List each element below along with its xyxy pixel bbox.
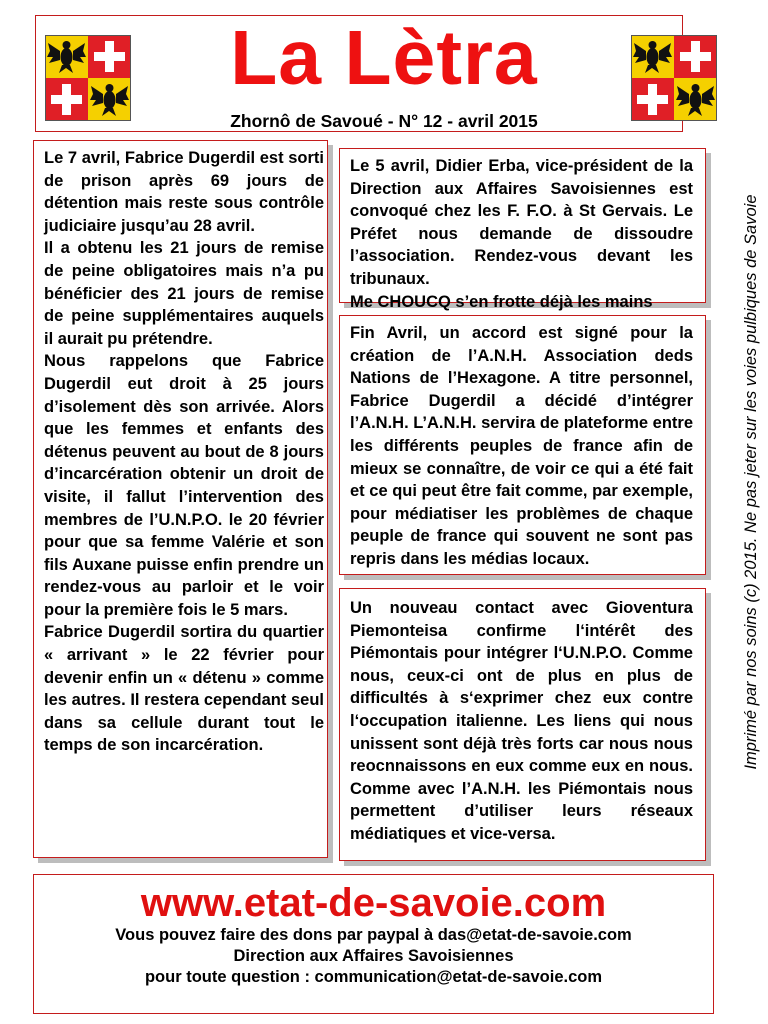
- website-link[interactable]: www.etat-de-savoie.com: [140, 881, 607, 925]
- donation-line: Vous pouvez faire des dons par paypal à das@etat-de-savoie.com: [115, 926, 632, 944]
- left-article-paragraph-4: Fabrice Dugerdil sortira du quartier « arrivant » le 22 février pour devenir enfin un « détenu » comme les autres. Il restera cependant seul dans sa cellule durant tout le temps de son incarcération.: [44, 623, 324, 755]
- prefecture-article-text: Le 5 avril, Didier Erba, vice-président de la Direction aux Affaires Savoisiennes est convoqué chez les F. F.O. à St Gervais. Le Préfet nous demande de dissoudre l’association. Rendez-vous devant les tribunaux.: [350, 157, 693, 288]
- prefecture-article-box: [339, 148, 706, 311]
- anh-article-text: Fin Avril, un accord est signé pour la création de l’A.N.H. Association deds Nations de l’Hexagone. A titre personnel, Fabrice Dugerdil a décidé d’intégrer l’A.N.H. L’A.N.H. servira de plateforme entre les différents peuples de france afin de mieux se connaître, de voir ce qui a été fait et ce qui peut être fait comme, par exemple, pour médiatiser les problèmes de chaque peuple de france qui souvent ne sont pas repris dans les médias locaux.: [350, 324, 693, 568]
- organization-line: Direction aux Affaires Savoisiennes: [233, 947, 514, 965]
- masthead-title: La Lètra: [230, 15, 538, 101]
- anh-article-box: [339, 315, 706, 575]
- prefecture-article-closing: Me CHOUCQ s’en frotte déjà les mains: [350, 292, 653, 311]
- left-article-box: [33, 140, 328, 858]
- issue-subtitle: Zhornô de Savoué - N° 12 - avril 2015: [230, 111, 538, 131]
- piedmont-article-text: Un nouveau contact avec Gioventura Piemonteisa confirme l‘intérêt des Piémontais pour intégrer l‘U.N.P.O. Comme nous, ceux-ci ont de plus en plus de difficultés à s‘exprimer chez eux contre l‘occupation italienne. Les liens qui nous unissent sont déjà très forts car nous nous reocnnaissons en eux comme eux en nous. Comme avec l’A.N.H. les Piémontais nous permettent d’utiliser leurs réseaux médiatiques et vice-versa.: [350, 599, 693, 843]
- left-article-paragraph-2: Il a obtenu les 21 jours de remise de peine obligatoires mais n’a pu bénéficier des 21 jours de remise de peine supplémentaires auquels il aurait pu prétendre.: [44, 239, 324, 348]
- piedmont-article-box: [339, 588, 706, 861]
- vertical-print-note: Imprimé par nos soins (c) 2015. Ne pas jeter sur les voies pulbiques de Savoie: [742, 194, 760, 770]
- left-article-paragraph-1: Le 7 avril, Fabrice Dugerdil est sorti de prison après 69 jours de détention mais reste sous contrôle judiciaire jusqu’au 28 avril.: [44, 149, 324, 235]
- contact-line: pour toute question : communication@etat-de-savoie.com: [144, 968, 603, 986]
- left-article-paragraph-3: Nous rappelons que Fabrice Dugerdil eut droit à 25 jours d’isolement dès son arrivée. Alors que les femmes et enfants des détenus peuvent au bout de 8 jours d’incarcération obtenir un droit de visite, il fallut l’intervention des membres de l’U.N.P.O. le 20 février pour que sa femme Valérie et son fils Auxane puisse enfin prendre un rendez-vous au parloir et le voir pour la première fois le 5 mars.: [44, 352, 324, 619]
